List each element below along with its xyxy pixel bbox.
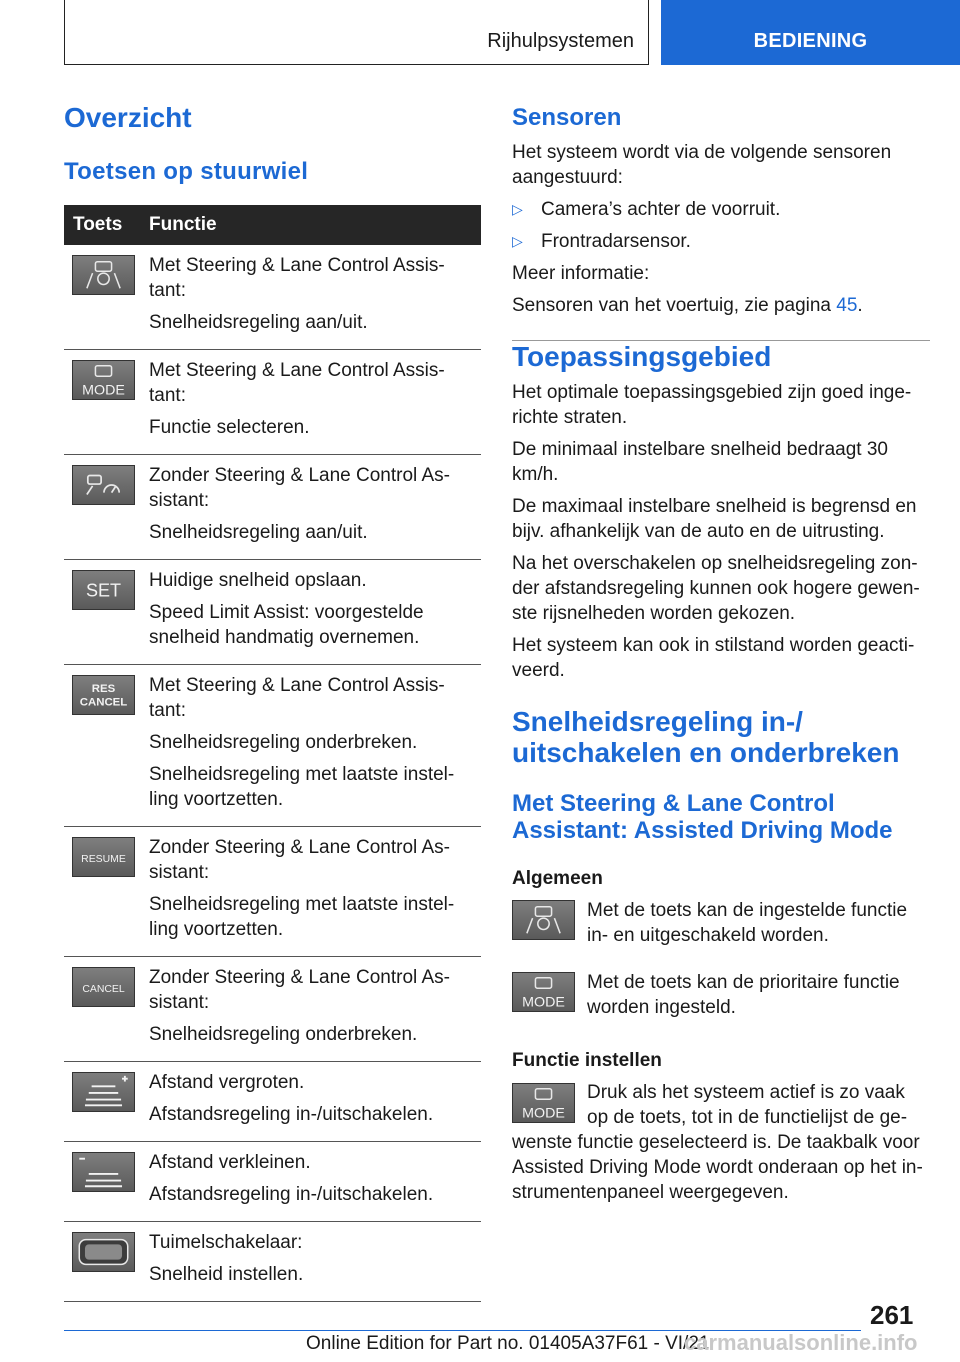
list-item: ▷ Camera’s achter de voorruit. bbox=[512, 199, 781, 220]
set-button-icon bbox=[72, 570, 135, 610]
row-line: Huidige snelheid opslaan. bbox=[149, 570, 367, 591]
snelheid-subtitle-2: Assistant: Assisted Driving Mode bbox=[512, 817, 893, 844]
distance-increase-icon bbox=[72, 1072, 135, 1112]
row-line: Snelheidsregeling onderbreken. bbox=[149, 1024, 418, 1045]
resume-label: RESUME bbox=[81, 853, 126, 865]
distance-decrease-icon bbox=[72, 1152, 135, 1192]
header-chapter-tab[interactable] bbox=[661, 0, 960, 65]
snelheid-title-1: Snelheidsregeling in-/ bbox=[512, 706, 803, 737]
rocker-switch-icon bbox=[72, 1232, 135, 1272]
table-header-functie: Functie bbox=[149, 214, 217, 235]
row-line: Tuimelschakelaar: bbox=[149, 1232, 303, 1253]
toepassing-title: Toepassingsgebied bbox=[512, 341, 772, 372]
mode-label: MODE bbox=[522, 1105, 565, 1122]
table-header-toets: Toets bbox=[73, 214, 123, 235]
table-row bbox=[64, 245, 481, 350]
algemeen-item-text: Met de toets kan de ingestelde functie in- en uitgeschakeld worden. bbox=[587, 900, 908, 946]
table-row bbox=[64, 350, 481, 455]
header-chapter-title: BEDIENING bbox=[753, 30, 868, 52]
snelheid-section bbox=[512, 706, 930, 1205]
list-item: ▷ Frontradarsensor. bbox=[512, 231, 691, 252]
functie-block bbox=[512, 1080, 930, 1205]
res-cancel-button-icon bbox=[72, 675, 135, 715]
table-row bbox=[64, 957, 481, 1062]
cancel-label: CANCEL bbox=[82, 983, 125, 995]
row-line: Zonder Steering & Lane Control As-sistant: bbox=[149, 967, 451, 1013]
buttons-table bbox=[64, 205, 481, 1302]
row-line: Met Steering & Lane Control Assis-tant: bbox=[149, 675, 445, 721]
header-section-title: Rijhulpsystemen bbox=[487, 30, 634, 52]
driving-assist-mode-icon bbox=[512, 1083, 575, 1123]
mode-label: MODE bbox=[522, 994, 565, 1011]
cruise-control-icon bbox=[72, 465, 135, 505]
sensoren-more: Meer informatie: bbox=[512, 263, 650, 284]
row-line: Afstand vergroten. bbox=[149, 1072, 305, 1093]
header-section-box bbox=[64, 0, 649, 65]
table-row bbox=[64, 455, 481, 560]
row-line: Snelheidsregeling aan/uit. bbox=[149, 312, 368, 333]
row-line: Afstandsregeling in-/uitschakelen. bbox=[149, 1104, 434, 1125]
row-line: Snelheid instellen. bbox=[149, 1264, 304, 1285]
row-line: Afstand verkleinen. bbox=[149, 1152, 311, 1173]
mode-label: MODE bbox=[82, 382, 125, 399]
watermark: carmanualsonline.info bbox=[684, 1330, 918, 1355]
functie-heading: Functie instellen bbox=[512, 1050, 662, 1071]
row-line: Snelheidsregeling onderbreken. bbox=[149, 732, 418, 753]
row-line: Afstandsregeling in-/uitschakelen. bbox=[149, 1184, 434, 1205]
table-row bbox=[64, 665, 481, 827]
paragraph: Het systeem kan ook in stilstand worden geacti-veerd. bbox=[512, 635, 915, 681]
sensoren-intro: Het systeem wordt via de volgende sensoren aangestuurd: bbox=[512, 142, 892, 188]
sensoren-section bbox=[512, 104, 930, 325]
sensoren-ref: Sensoren van het voertuig, zie pagina 45. bbox=[512, 295, 863, 316]
snelheid-title-2: uitschakelen en onderbreken bbox=[512, 737, 900, 768]
row-line: Zonder Steering & Lane Control As-sistant: bbox=[149, 837, 451, 883]
section-title-toetsen: Toetsen op stuurwiel bbox=[64, 158, 309, 185]
table-row bbox=[64, 1222, 481, 1302]
driving-assist-mode-icon bbox=[512, 972, 575, 1012]
functie-text: Druk als het systeem actief is zo vaak op de toets, tot in de functielijst de ge-wenste functie geselecteerd is. De taakbalk voor Assisted Driving Mode wordt onderaan op het in-strumentenpaneel weergegeven. bbox=[512, 1082, 923, 1203]
triangle-bullet-icon: ▷ bbox=[512, 233, 523, 249]
list-item bbox=[512, 970, 930, 1020]
row-line: Met Steering & Lane Control Assis-tant: bbox=[149, 360, 445, 406]
paragraph: Het optimale toepassingsgebied zijn goed inge-richte straten. bbox=[512, 382, 912, 428]
sensoren-title: Sensoren bbox=[512, 104, 622, 131]
table-row bbox=[64, 827, 481, 957]
cancel-button-icon bbox=[72, 967, 135, 1007]
snelheid-subtitle-1: Met Steering & Lane Control bbox=[512, 790, 835, 817]
triangle-bullet-icon: ▷ bbox=[512, 201, 523, 217]
res-label: RES bbox=[91, 683, 116, 696]
row-line: Snelheidsregeling met laatste instel-ling voortzetten. bbox=[149, 764, 455, 810]
paragraph: Na het overschakelen op snelheidsregeling zon-der afstandsregeling kunnen ook hogere gewen-ste rijsnelheden worden gekozen. bbox=[512, 553, 920, 624]
row-line: Snelheidsregeling met laatste instel-ling voortzetten. bbox=[149, 894, 455, 940]
driving-assist-mode-icon bbox=[72, 360, 135, 400]
driving-assist-wheel-icon bbox=[72, 255, 135, 295]
driving-assist-wheel-icon bbox=[512, 900, 575, 940]
page-number: 261 bbox=[870, 1300, 914, 1330]
set-label: SET bbox=[85, 580, 122, 601]
row-line: Snelheidsregeling aan/uit. bbox=[149, 522, 368, 543]
table-header bbox=[64, 205, 481, 245]
table-row bbox=[64, 1142, 481, 1222]
page-title: Overzicht bbox=[64, 102, 192, 133]
cancel-label: CANCEL bbox=[79, 696, 128, 709]
page-link[interactable]: 45 bbox=[836, 295, 858, 316]
resume-button-icon bbox=[72, 837, 135, 877]
row-line: Functie selecteren. bbox=[149, 417, 310, 438]
list-item bbox=[512, 898, 930, 948]
table-row bbox=[64, 560, 481, 665]
row-line: Met Steering & Lane Control Assis-tant: bbox=[149, 255, 445, 301]
algemeen-heading: Algemeen bbox=[512, 868, 603, 889]
paragraph: De minimaal instelbare snelheid bedraagt 30 km/h. bbox=[512, 439, 889, 485]
row-line: Zonder Steering & Lane Control As-sistant: bbox=[149, 465, 451, 511]
algemeen-item-text: Met de toets kan de prioritaire functie worden ingesteld. bbox=[587, 972, 900, 1018]
footer-edition: Online Edition for Part no. 01405A37F61 - VI/21 bbox=[306, 1333, 710, 1354]
paragraph: De maximaal instelbare snelheid is begrensd en bijv. afhankelijk van de auto en de uitrusting. bbox=[512, 496, 917, 542]
row-line: Speed Limit Assist: voorgestelde snelheid handmatig overnemen. bbox=[149, 602, 424, 648]
toepassing-section bbox=[512, 341, 930, 690]
table-row bbox=[64, 1062, 481, 1142]
